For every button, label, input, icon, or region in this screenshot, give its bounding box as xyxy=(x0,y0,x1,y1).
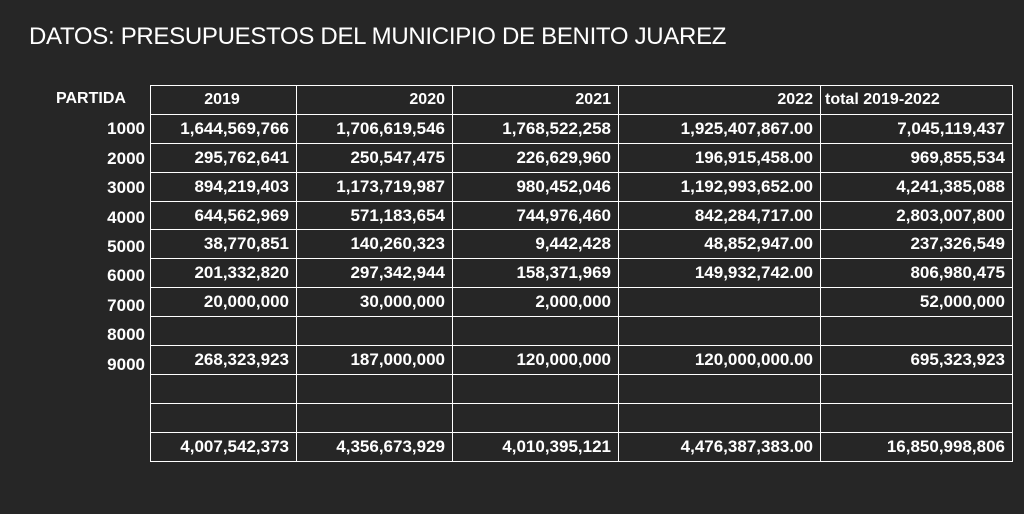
partida-label: 3000 xyxy=(107,178,145,198)
table-cell: 237,326,549 xyxy=(821,230,1013,259)
table-cell: 226,629,960 xyxy=(453,143,619,172)
column-header-2021: 2021 xyxy=(453,86,619,115)
table-header-row xyxy=(151,86,1013,115)
table-cell: 140,260,323 xyxy=(297,230,453,259)
table-cell xyxy=(821,403,1013,432)
total-cell: 16,850,998,806 xyxy=(821,432,1013,461)
table-cell xyxy=(297,374,453,403)
table-row xyxy=(151,317,1013,346)
table-cell: 7,045,119,437 xyxy=(821,114,1013,143)
table-cell xyxy=(821,317,1013,346)
total-cell: 4,476,387,383.00 xyxy=(619,432,821,461)
table-cell xyxy=(453,374,619,403)
table-cell xyxy=(619,374,821,403)
table-cell: 571,183,654 xyxy=(297,201,453,230)
partida-label: 8000 xyxy=(107,325,145,345)
table-row xyxy=(151,288,1013,317)
table-cell: 196,915,458.00 xyxy=(619,143,821,172)
table-cell: 1,173,719,987 xyxy=(297,172,453,201)
table-cell: 297,342,944 xyxy=(297,259,453,288)
table-row xyxy=(151,374,1013,403)
table-cell xyxy=(151,403,297,432)
table-cell: 2,000,000 xyxy=(453,288,619,317)
table-cell: 187,000,000 xyxy=(297,346,453,375)
table-row xyxy=(151,201,1013,230)
table-cell xyxy=(453,317,619,346)
table-cell: 38,770,851 xyxy=(151,230,297,259)
table-cell: 120,000,000.00 xyxy=(619,346,821,375)
table-cell: 894,219,403 xyxy=(151,172,297,201)
table-cell: 806,980,475 xyxy=(821,259,1013,288)
table-cell: 1,644,569,766 xyxy=(151,114,297,143)
table-cell xyxy=(619,317,821,346)
table-row xyxy=(151,114,1013,143)
table-cell xyxy=(821,374,1013,403)
table-row xyxy=(151,346,1013,375)
table-cell xyxy=(151,374,297,403)
table-cell: 744,976,460 xyxy=(453,201,619,230)
table-cell: 48,852,947.00 xyxy=(619,230,821,259)
table-cell: 30,000,000 xyxy=(297,288,453,317)
table-cell: 842,284,717.00 xyxy=(619,201,821,230)
table-cell: 268,323,923 xyxy=(151,346,297,375)
table-cell: 52,000,000 xyxy=(821,288,1013,317)
table-cell: 158,371,969 xyxy=(453,259,619,288)
table-cell: 20,000,000 xyxy=(151,288,297,317)
partida-label: 2000 xyxy=(107,148,145,168)
totals-row xyxy=(151,432,1013,461)
table-cell: 250,547,475 xyxy=(297,143,453,172)
table-cell xyxy=(619,403,821,432)
table-cell: 980,452,046 xyxy=(453,172,619,201)
table-cell: 1,925,407,867.00 xyxy=(619,114,821,143)
partida-label: 6000 xyxy=(107,266,145,286)
partida-label: 5000 xyxy=(107,237,145,256)
total-cell: 4,010,395,121 xyxy=(453,432,619,461)
table-cell: 9,442,428 xyxy=(453,230,619,259)
table-cell: 201,332,820 xyxy=(151,259,297,288)
partida-label: 9000 xyxy=(107,354,145,374)
table-row xyxy=(151,259,1013,288)
table-row xyxy=(151,230,1013,259)
table-cell xyxy=(151,317,297,346)
table-cell xyxy=(297,403,453,432)
table-cell xyxy=(453,403,619,432)
column-header-total: total 2019-2022 xyxy=(821,86,1013,115)
table-row xyxy=(151,403,1013,432)
page-title: DATOS: PRESUPUESTOS DEL MUNICIPIO DE BENITO JUAREZ xyxy=(29,23,727,50)
total-cell: 4,007,542,373 xyxy=(151,432,297,461)
column-header-2019: 2019 xyxy=(151,86,297,115)
table-cell: 1,768,522,258 xyxy=(453,114,619,143)
partida-label: 4000 xyxy=(107,207,145,227)
table-row xyxy=(151,143,1013,172)
table-cell: 1,706,619,546 xyxy=(297,114,453,143)
column-header-2020: 2020 xyxy=(297,86,453,115)
table-cell: 695,323,923 xyxy=(821,346,1013,375)
table-cell xyxy=(619,288,821,317)
table-cell: 120,000,000 xyxy=(453,346,619,375)
table-row xyxy=(151,172,1013,201)
partida-label: 1000 xyxy=(107,119,145,139)
column-header-2022: 2022 xyxy=(619,86,821,115)
table-cell: 4,241,385,088 xyxy=(821,172,1013,201)
table-cell: 644,562,969 xyxy=(151,201,297,230)
budget-table xyxy=(150,85,1013,462)
table-cell: 149,932,742.00 xyxy=(619,259,821,288)
table-cell: 2,803,007,800 xyxy=(821,201,1013,230)
partida-header: PARTIDA xyxy=(56,90,126,107)
table-cell: 295,762,641 xyxy=(151,143,297,172)
table-cell xyxy=(297,317,453,346)
table-cell: 1,192,993,652.00 xyxy=(619,172,821,201)
partida-label: 7000 xyxy=(107,295,145,315)
table-cell: 969,855,534 xyxy=(821,143,1013,172)
total-cell: 4,356,673,929 xyxy=(297,432,453,461)
